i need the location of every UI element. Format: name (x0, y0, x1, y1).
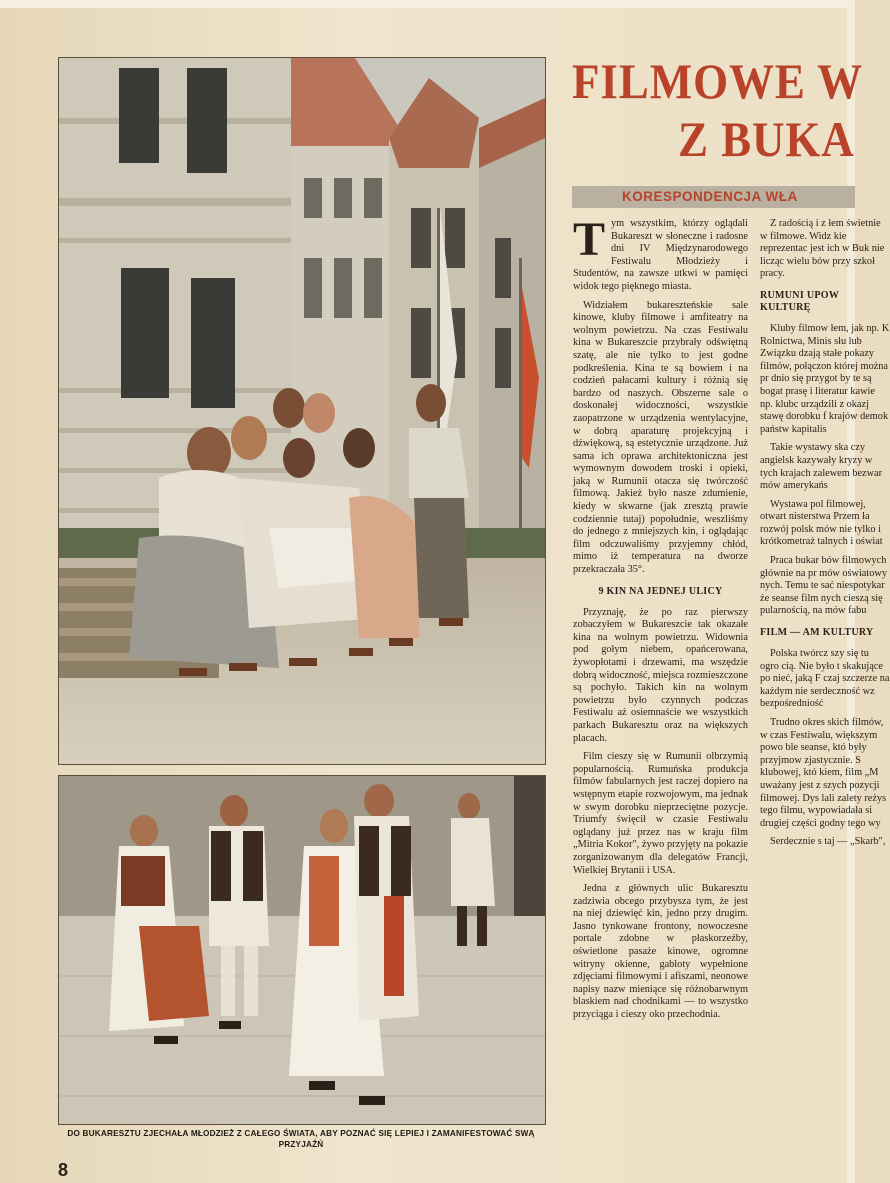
drop-cap: T (573, 213, 606, 266)
column-2-inner (760, 218, 890, 849)
paragraph: Kluby filmow łem, jak np. K Rolnictwa, Minis słu lub Związku dzają stałe pokazy filmów, połączon której można pr dnio się przygot by te są bogat prasę i literatur kawie np. klubc urządzili z okazj stawę dorobku f krajów demok państw kapitalis (760, 322, 890, 435)
headline-line-2: Z BUKA (678, 111, 855, 167)
article-column-1 (573, 213, 748, 1168)
paragraph: Przyznaję, że po raz pierwszy zobaczyłem w Bukareszcie tak okazałe kina na wolnym powietrzu. Widownia pod gołym niebem, opańcerowana, żywopłotami i drzewami, ma wszędzie dobrą widoczność, miejsca rozmieszczone są pochyło. Takich kin na wolnym powietrzu było czynnych podczas Festiwalu aż osiemnaście we wszystkich parkach Bukaresztu oraz na większych placach. (573, 606, 748, 744)
section-heading: RUMUNI UPOW KULTURĘ (760, 289, 839, 313)
paragraph: Trudno okres skich filmów, w czas Festiwalu, większym powo ble seanse, któ były przyjmow zjastycznie. S klubowej, któ kiem, film „M uważany jest z szych pozycji filmowej. Dys lali zalety reżys tego filmu, wypowiadała si drugiej części godny tego wy (760, 717, 887, 829)
paragraph: Z radością i z łem świetnie w filmowe. Widz kie reprezentac jest ich w Buk nie licząc wielu bów przy szkoł pracy. (760, 218, 885, 280)
paragraph: Wystawa pol filmowej, otwart nisterstwa Przem ła rozwój polsk mów nie tylko i krótkometraż talnych i oświat (760, 498, 883, 548)
paragraph: Polska twórcz szy się tu ogro cią. Nie było t skakujące po nieć, jaką F czaj szczerze na każdym nie serdeczność wz bezpośredniość (760, 648, 890, 710)
photo-youth-illustration (59, 58, 545, 764)
paragraph: Film cieszy się w Rumunii olbrzymią popularnością. Rumuńska produkcja filmów fabularnych jest raczej dopiero na wstępnym etapie rozwojowym, ma jednak w swym dorobku nieprzeciętne pozycje. Triumfy święcił w czasie Festiwalu oglądany już przez nas w kraju film „Mitria Kokor", żywo przyjęty na pokazie zorganizowanym dla delegatów Francji, Wielkiej Brytanii i USA. (573, 751, 748, 876)
photo-dancers-illustration (59, 776, 545, 1124)
photo-caption: DO BUKARESZTU ZJECHAŁA MŁODZIEŻ Z CAŁEGO ŚWIATA, ABY POZNAĆ SIĘ LEPIEJ I ZAMANIFESTOWAĆ SWĄ PRZYJAŹŃ (67, 1129, 535, 1149)
paragraph: Serdecznie s taj — „Skarb", (770, 836, 886, 848)
article-column-2 (760, 218, 890, 1168)
headline-line-1: FILMOWE W (572, 53, 864, 109)
paragraph: Widziałem bukareszteńskie sale kinowe, kluby filmowe i amfiteatry na wolnym powietrzu. Na czas Festiwalu kina w Bukareszcie przybrały odświętną szatę, ale nie tylko to jest godne podkreślenia. Kina te są bowiem i na codzień pałacami kultury i różnią się bardzo od naszych. Obszerne sale o doskonałej widoczności, wszystkie zaopatrzone w urządzenia wentylacyjne, w dobrą aparaturę projekcyjną i dźwiękową, są estetycznie urządzone. Już sama ich oprawa architektoniczna jest wymownym dowodem troski i opieki, jaką w Rumunii otacza się twórczość filmową. Jakież było nasze zdumienie, kiedy w skwarne (jak zresztą prawie codziennie tutaj) popołudnie, weszliśmy do jednego z mniejszych kin, i oglądając film odczuwaliśmy przyjemny chłód, mimo iż temperatura na dworze przekraczała 35°. (573, 299, 748, 576)
paragraph-intro (573, 213, 748, 294)
page-top-edge (0, 0, 855, 8)
photo-folk-dancers (58, 775, 546, 1125)
article-headline (572, 52, 864, 172)
section-heading: 9 KIN NA JEDNEJ ULICY (598, 585, 723, 597)
paragraph: Praca bukar bów filmowych głównie na pr mów oświatowy nych. Temu te sać niespotykar że seanse film nych cieszą się pularnością, na mów fabu (760, 555, 887, 617)
paragraph: Jedna z głównych ulic Bukaresztu zadziwia obcego przybysza tym, że jest na niej dziewięć kin, jedno przy drugim. Jasno tynkowane frontony, nowoczesne portale zdobne w płaskorzeźby, oświetlone pasaże kinowe, ogromne witryny okienne, gabloty wypełnione zdjęciami filmowymi i afiszami, neonowe napisy nazw mieniące się różnobarwnym blaskiem nad chodnikami — to wszystko przyciąga i cieszy oko przechodnia. (573, 883, 748, 1021)
article-kicker: KORESPONDENCJA WŁA (572, 186, 855, 208)
page-number: 8 (58, 1160, 69, 1180)
paragraph: Takie wystawy ska czy angielsk kazywały kryzy w tych krajach zalewem bezwar mów amerykańs (760, 442, 883, 492)
photo-youth-reading-newspaper (58, 57, 546, 765)
paragraph-intro-text: ym wszystkim, którzy oglądali Bukareszt w słoneczne i radosne dni IV Międzynarodowego Festiwalu Młodzieży i Studentów, na zawsze utkwi w pamięci widok tego pięknego miasta. (573, 218, 748, 292)
section-heading: FILM — AM KULTURY (760, 627, 874, 639)
